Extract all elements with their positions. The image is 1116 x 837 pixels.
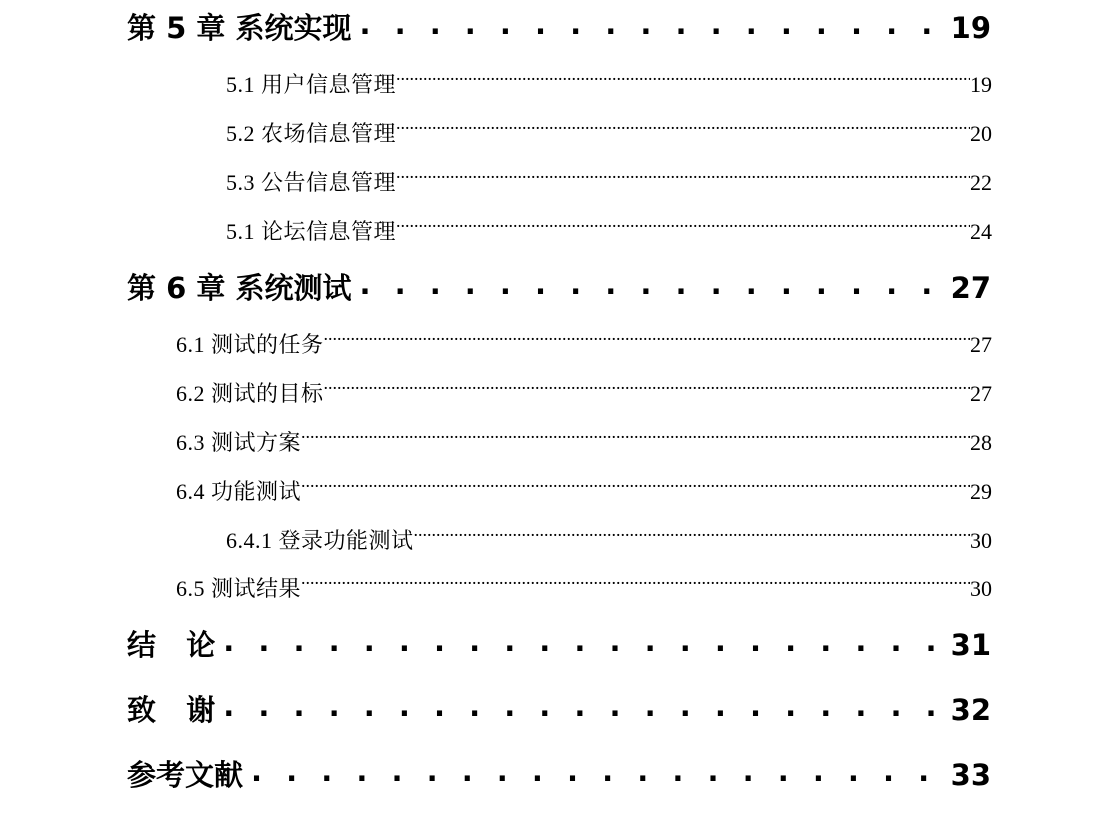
toc-page-number: 28	[970, 430, 992, 455]
dot-leader	[301, 428, 970, 450]
toc-page-number: 30	[970, 528, 992, 553]
toc-entry-label: 5.2 农场信息管理	[226, 121, 397, 146]
toc-entry-label: 5.3 公告信息管理	[226, 170, 397, 195]
toc-references[interactable]	[127, 753, 991, 793]
toc-entry-label: 第 5 章 系统实现	[127, 11, 352, 45]
toc-page-number: 31	[950, 628, 991, 662]
toc-acknowledgements[interactable]	[127, 688, 991, 728]
toc-page-number: 27	[970, 381, 992, 406]
toc-section-5-3[interactable]	[226, 166, 992, 196]
toc-entry-label: 6.5 测试结果	[176, 576, 302, 601]
toc-entry-label: 6.3 测试方案	[176, 430, 302, 455]
toc-section-5-2[interactable]	[226, 117, 992, 147]
toc-section-6-3[interactable]	[176, 426, 992, 456]
toc-page-number: 24	[970, 219, 992, 244]
toc-entry-label: 结 论	[127, 628, 216, 662]
toc-page-number: 30	[970, 576, 992, 601]
toc-page-number: 27	[950, 271, 991, 305]
toc-page-number: 33	[950, 758, 991, 792]
toc-page-number: 20	[970, 121, 992, 146]
toc-section-6-1[interactable]	[176, 328, 992, 358]
toc-entry-label: 6.4 功能测试	[176, 479, 302, 504]
toc-entry-label: 致 谢	[127, 693, 216, 727]
toc-chapter-5[interactable]	[127, 6, 991, 46]
dot-leader	[396, 70, 970, 92]
toc-conclusion[interactable]	[127, 623, 991, 663]
dot-leader	[396, 217, 970, 239]
toc-entry-label: 5.1 用户信息管理	[226, 72, 397, 97]
dot-leader	[396, 168, 970, 190]
dot-leader	[223, 691, 940, 720]
toc-entry-label: 6.2 测试的目标	[176, 381, 324, 406]
dot-leader	[223, 626, 940, 655]
dot-leader	[301, 574, 970, 596]
toc-entry-label: 5.1 论坛信息管理	[226, 219, 397, 244]
toc-page-number: 32	[950, 693, 991, 727]
toc-page-number: 22	[970, 170, 992, 195]
toc-section-6-4-1[interactable]	[226, 524, 992, 554]
toc-page-number: 29	[970, 479, 992, 504]
dot-leader	[251, 756, 941, 785]
toc-section-6-5[interactable]	[176, 572, 992, 602]
toc-page-number: 19	[970, 72, 992, 97]
toc-entry-label: 第 6 章 系统测试	[127, 271, 352, 305]
dot-leader	[396, 119, 970, 141]
toc-section-5-4[interactable]	[226, 215, 992, 245]
dot-leader	[359, 269, 940, 298]
toc-entry-label: 6.4.1 登录功能测试	[226, 528, 414, 553]
toc-section-6-2[interactable]	[176, 377, 992, 407]
dot-leader	[359, 9, 940, 38]
dot-leader	[301, 477, 970, 499]
toc-page-number: 27	[970, 332, 992, 357]
toc-entry-label: 6.1 测试的任务	[176, 332, 324, 357]
toc-chapter-6[interactable]	[127, 266, 991, 306]
toc-page-number: 19	[950, 11, 991, 45]
dot-leader	[324, 379, 970, 401]
toc-section-6-4[interactable]	[176, 475, 992, 505]
dot-leader	[324, 330, 970, 352]
dot-leader	[414, 526, 970, 548]
toc-entry-label: 参考文献	[127, 758, 244, 792]
toc-section-5-1[interactable]	[226, 68, 992, 98]
